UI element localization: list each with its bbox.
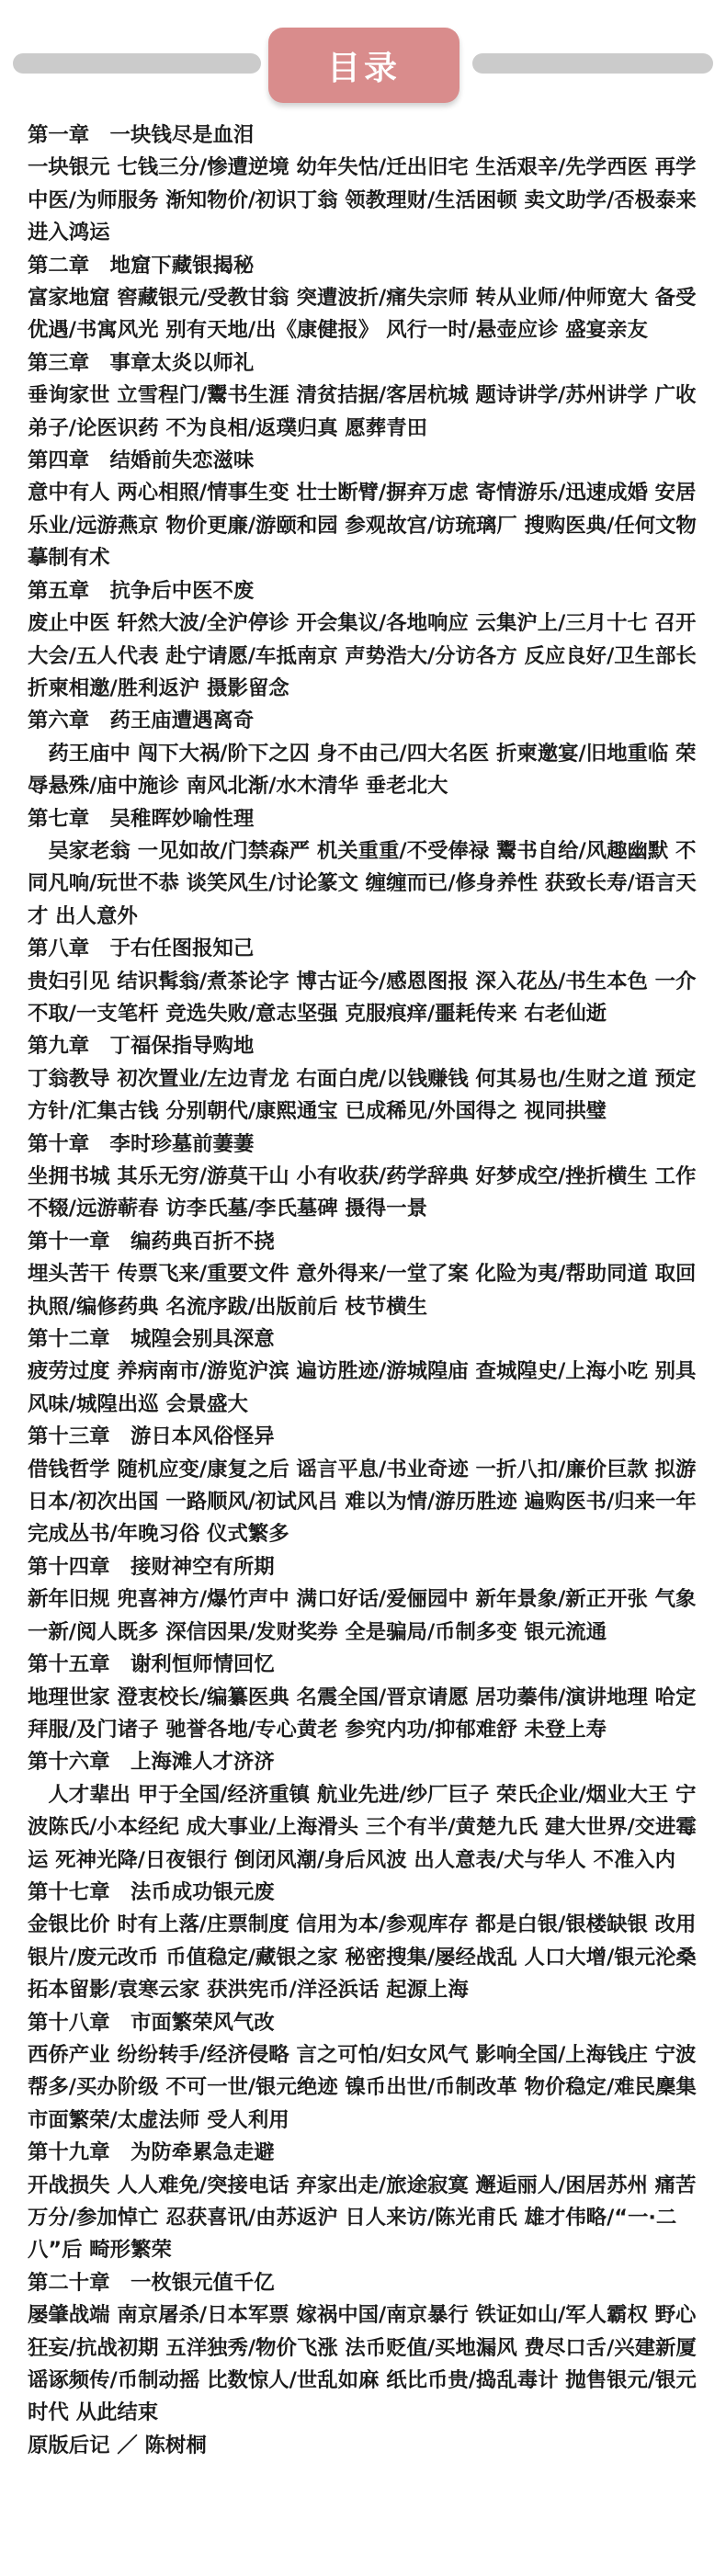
chapter-heading: 第十三章 游日本风俗怪异 <box>28 1424 275 1449</box>
chapter-heading: 第十一章 编药典百折不挠 <box>28 1229 275 1254</box>
afterword-entry: 原版后记 ／ 陈树桐 <box>28 2433 207 2457</box>
chapter-sections: 垂询家世 立雪程门/鬻书生涯 清贫拮据/客居杭城 题诗讲学/苏州讲学 广收弟子/论医识药 不为良相/返璞归真 愿葬青田 <box>28 383 697 440</box>
chapter-sections: 丁翁教导 初次置业/左边青龙 右面白虎/以钱赚钱 何其易也/生财之道 预定方针/汇集古钱 分别朝代/康熙通宝 已成稀见/外国得之 视同拱璧 <box>28 1066 697 1124</box>
chapter-sections: 埋头苦干 传票飞来/重要文件 意外得来/一堂了案 化险为夷/帮助同道 取回执照/编修药典 名流序跋/出版前后 枝节横生 <box>28 1262 697 1319</box>
chapter-sections: 药王庙中 闯下大祸/阶下之囚 身不由己/四大名医 折柬邀宴/旧地重临 荣辱悬殊/庙中施诊 南风北渐/水木清华 垂老北大 <box>28 741 697 799</box>
table-of-contents <box>0 101 726 2430</box>
chapter-sections: 新年旧规 兜喜神方/爆竹声中 满口好话/爱俪园中 新年景象/新正开张 气象一新/阅人既多 深信因果/发财奖券 全是骗局/币制多变 银元流通 <box>28 1587 697 1644</box>
chapter-sections: 金银比价 时有上落/庄票制度 信用为本/参观库存 都是白银/银楼缺银 改用银片/废元改币 币值稳定/藏银之家 秘密搜集/屡经战乱 人口大增/银元沦桑 拓本留影/袁寒云家 获洪宪币/洋泾浜话 起源上海 <box>28 1912 704 2003</box>
chapter-sections: 借钱哲学 随机应变/康复之后 谣言平息/书业奇迹 一折八扣/廉价巨款 拟游日本/初次出国 一路顺风/初试风吕 难以为情/游历胜迹 遍购医书/归来一年 完成丛书/年晚习俗 仪式繁多 <box>28 1457 704 1547</box>
right-decorative-bar <box>472 53 713 74</box>
chapter-sections: 开战损失 人人难免/突接电话 弃家出走/旅途寂寞 邂逅丽人/困居苏州 痛苦万分/参加悼亡 忍获喜讯/由苏返沪 日人来访/陈光甫氏 雄才伟略/“一·二八”后 畸形繁荣 <box>28 2173 697 2263</box>
left-decorative-bar <box>13 53 261 74</box>
chapter-sections: 贵妇引见 结识髯翁/煮茶论字 博古证今/感恩图报 深入花丛/书生本色 一介不取/一支笔杆 竞选失败/意志坚强 克服痕痒/噩耗传来 右老仙逝 <box>28 969 697 1026</box>
chapter-heading: 第十二章 城隍会别具深意 <box>28 1327 275 1352</box>
chapter-heading: 第十章 李时珍墓前萋萋 <box>28 1131 255 1156</box>
chapter-heading: 第十六章 上海滩人才济济 <box>28 1750 275 1775</box>
chapter-heading: 第十九章 为防牵累急走避 <box>28 2140 275 2165</box>
page-title: 目录 <box>268 28 459 103</box>
chapter-heading: 第四章 结婚前失恋滋味 <box>28 448 255 473</box>
chapter-sections: 富家地窟 窖藏银元/受教甘翁 突遭波折/痛失宗师 转从业师/仲师宽大 备受优遇/书寓风光 别有天地/出《康健报》 风行一时/悬壶应诊 盛宴亲友 <box>28 286 697 343</box>
chapter-heading: 第二十章 一枚银元值千亿 <box>28 2270 275 2295</box>
chapter-heading: 第十四章 接财神空有所期 <box>28 1554 275 1579</box>
chapter-heading: 第三章 事章太炎以师礼 <box>28 350 255 375</box>
chapter-heading: 第二章 地窟下藏银揭秘 <box>28 253 255 278</box>
chapter-heading: 第七章 吴稚晖妙喻性理 <box>28 806 255 831</box>
chapter-heading: 第九章 丁福保指导购地 <box>28 1034 255 1059</box>
chapter-sections: 坐拥书城 其乐无穷/游莫干山 小有收获/药学辞典 好梦成空/挫折横生 工作不辍/远游蕲春 访李氏墓/李氏墓碑 摄得一景 <box>28 1164 697 1221</box>
chapter-sections: 屡肇战端 南京屠杀/日本军票 嫁祸中国/南京暴行 铁证如山/军人霸权 野心狂妄/抗战初期 五洋独秀/物价飞涨 法币贬值/买地漏风 费尽口舌/兴建新厦 谣诼频传/币制动摇 比数惊人/世乱如麻 纸比币贵/捣乱毒计 抛售银元/银元时代 从此结束 <box>28 2303 704 2425</box>
chapter-sections: 废止中医 轩然大波/全沪停诊 开会集议/各地响应 云集沪上/三月十七 召开大会/五人代表 赴宁请愿/车抵南京 声势浩大/分访各方 反应良好/卫生部长 折柬相邀/胜利返沪 摄影留念 <box>28 611 704 700</box>
chapter-sections: 人才辈出 甲于全国/经济重镇 航业先进/纱厂巨子 荣氏企业/烟业大王 宁波陈氏/小本经纪 成大事业/上海滑头 三个有半/黄楚九氏 建大世界/交进霉运 死神光降/日夜银行 倒闭风潮/身后风波 出人意表/犬与华人 不准入内 <box>28 1782 697 1872</box>
chapter-heading: 第六章 药王庙遭遇离奇 <box>28 709 255 733</box>
chapter-sections: 疲劳过度 养病南市/游览沪滨 遍访胜迹/游城隍庙 查城隍史/上海小吃 别具风味/城隍出巡 会景盛大 <box>28 1359 697 1416</box>
chapter-sections: 吴家老翁 一见如故/门禁森严 机关重重/不受俸禄 鬻书自给/风趣幽默 不同凡响/玩世不恭 谈笑风生/讨论篆文 缠缠而已/修身养性 获致长寿/语言天才 出人意外 <box>28 838 697 928</box>
chapter-heading: 第十八章 市面繁荣风气改 <box>28 2010 275 2035</box>
chapter-heading: 第一章 一块钱尽是血泪 <box>28 123 255 147</box>
chapter-sections: 意中有人 两心相照/情事生变 壮士断臂/摒弃万虑 寄情游乐/迅速成婚 安居乐业/远游燕京 物价更廉/游颐和园 参观故宫/访琉璃厂 搜购医典/任何文物 摹制有术 <box>28 481 704 571</box>
chapter-heading: 第五章 抗争后中医不废 <box>28 578 255 603</box>
chapter-heading: 第十七章 法币成功银元废 <box>28 1879 275 1904</box>
chapter-sections: 地理世家 澄衷校长/编纂医典 名震全国/晋京请愿 居功蓁伟/演讲地理 哈定拜服/及门诸子 驰誉各地/专心黄老 参究内功/抑郁难舒 未登上寿 <box>28 1685 697 1742</box>
chapter-heading: 第八章 于右任图报知己 <box>28 936 255 961</box>
header <box>0 0 726 101</box>
chapter-sections: 西侨产业 纷纷转手/经济侵略 言之可怕/妇女风气 影响全国/上海钱庄 宁波帮多/买办阶级 不可一世/银元绝迹 镍币出世/币制改革 物价稳定/难民麇集 市面繁荣/太虚法师 受人利用 <box>28 2042 704 2132</box>
chapter-heading: 第十五章 谢利恒师情回忆 <box>28 1652 275 1677</box>
chapter-sections: 一块银元 七钱三分/惨遭逆境 幼年失怙/迁出旧宅 生活艰辛/先学西医 再学中医/为师服务 渐知物价/初识丁翁 领教理财/生活困顿 卖文助学/否极泰来 进入鸿运 <box>28 155 704 245</box>
